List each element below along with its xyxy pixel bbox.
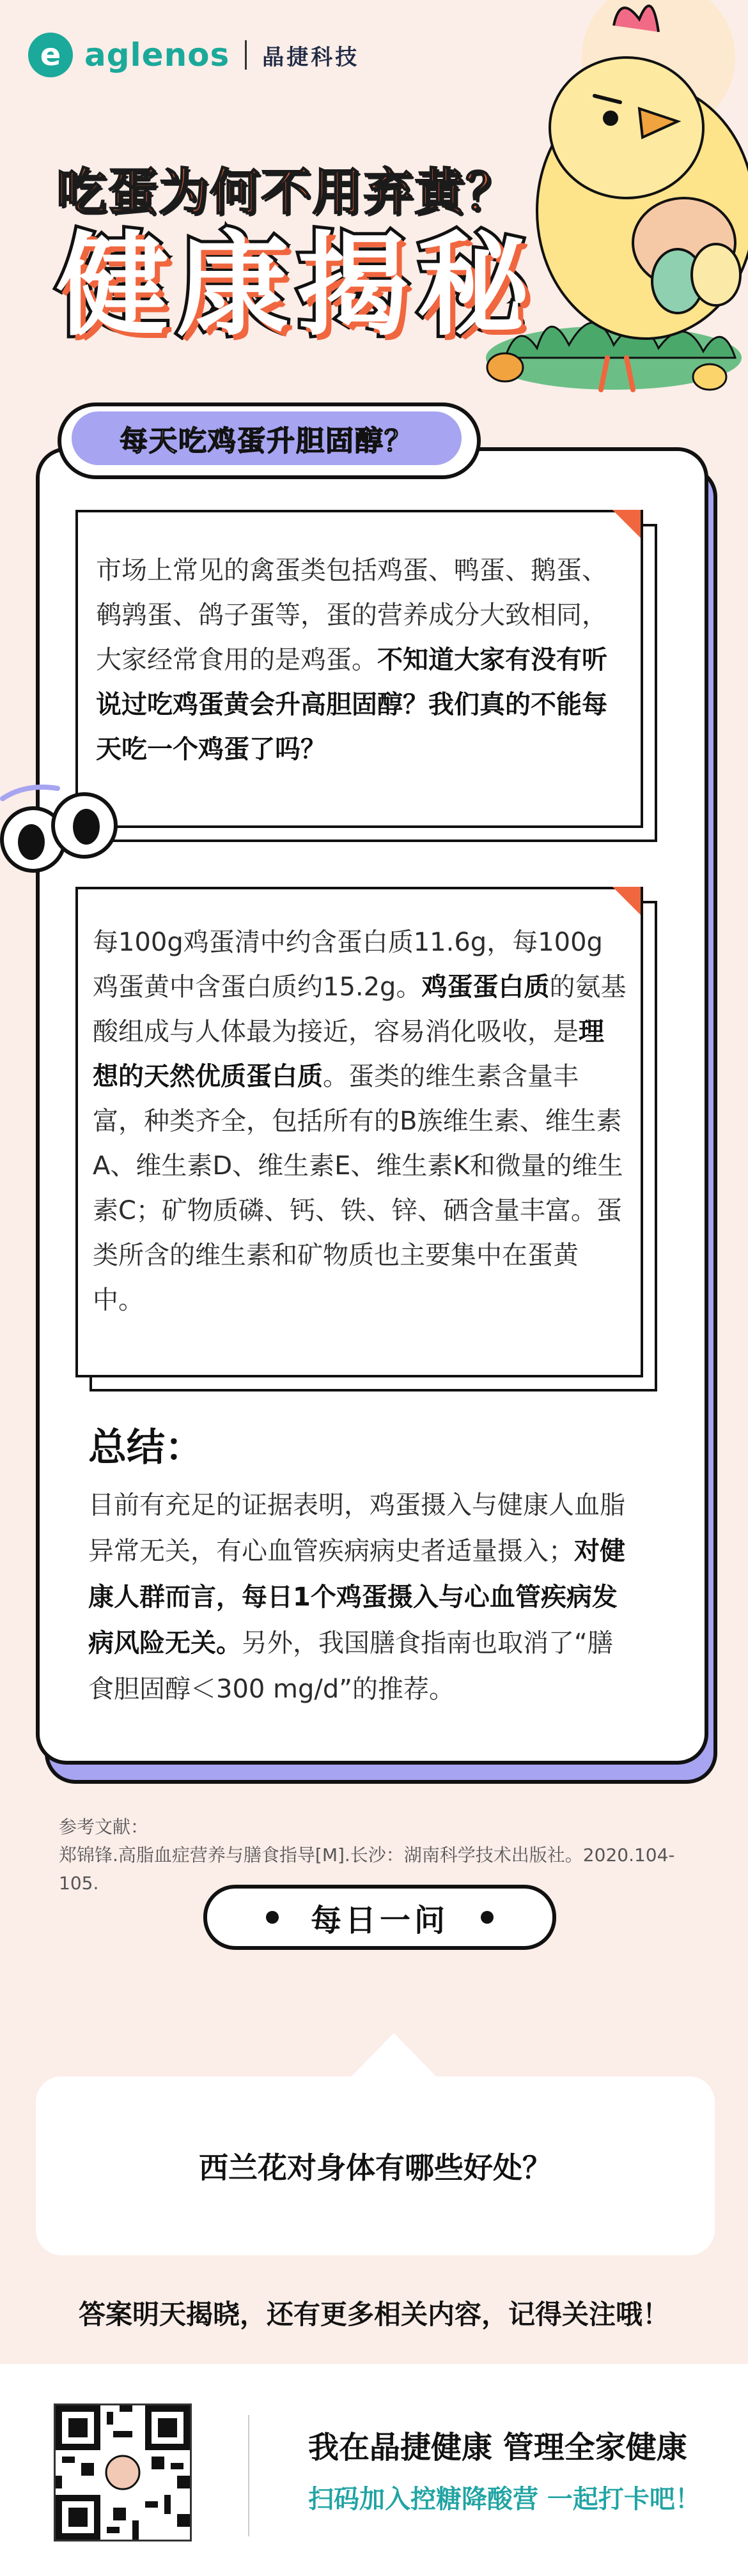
daily-label: 每日一问 bbox=[310, 1902, 449, 1938]
summary-title: 总结： bbox=[88, 1425, 203, 1470]
daily-question-badge bbox=[203, 1885, 556, 1950]
eyebrows-icon bbox=[0, 779, 77, 805]
logo-divider bbox=[245, 40, 247, 70]
note-1-bold: 不知道大家有没有听说过吃鸡蛋黄会升高胆固醇？我们真的不能每天吃一个鸡蛋了吗？ bbox=[96, 645, 607, 764]
page-title: 健康揭秘 bbox=[56, 220, 538, 351]
footer-cta: 扫码加入控糖降酸营 一起打卡吧！ bbox=[308, 2485, 701, 2514]
note-1-text bbox=[96, 548, 627, 772]
note-1-plain: 市场上常见的禽蛋类包括鸡蛋、鸭蛋、鹅蛋、鹌鹑蛋、鸽子蛋等，蛋的营养成分大致相同，大家经常食用的是鸡蛋。 bbox=[96, 556, 607, 675]
page-subtitle: 吃蛋为何不用弃黄？ bbox=[56, 164, 517, 221]
bullet-icon bbox=[481, 1911, 494, 1924]
bullet-icon bbox=[266, 1911, 279, 1924]
question-card: 西兰花对身体有哪些好处？ bbox=[36, 2076, 715, 2255]
logo-mark: e bbox=[28, 33, 73, 77]
question-notch bbox=[349, 2033, 439, 2079]
topic-tag: 每天吃鸡蛋升胆固醇？ bbox=[72, 411, 462, 465]
references-text: 郑锦锋.高脂血症营养与膳食指导[M].长沙：湖南科学技术出版社。2020.104-105. bbox=[59, 1844, 675, 1894]
note-2-text: 每100g鸡蛋清中约含蛋白质11.6g，每100g鸡蛋黄中含蛋白质约15.2g。鸡蛋蛋白质的氨基酸组成与人体最为接近，容易消化吸收，是理想的天然优质蛋白质。蛋类的维生素含量丰富，种类齐全，包括所有的B族维生素、维生素A、维生素D、维生素E、维生素K和微量的维生素C；矿物质磷、钙、铁、锌、硒含量丰富。蛋类所含的维生素和矿物质也主要集中在蛋黄中。 bbox=[93, 928, 627, 1315]
note-fold bbox=[612, 887, 641, 915]
footer-slogan: 我在晶捷健康 管理全家健康 bbox=[308, 2430, 687, 2465]
brand-logo bbox=[28, 28, 359, 82]
answer-note: 答案明天揭晓，还有更多相关内容，记得关注哦！ bbox=[78, 2299, 669, 2330]
summary-text: 目前有充足的证据表明，鸡蛋摄入与健康人血脂异常无关，有心血管疾病病史者适量摄入；对健康人群而言，每日1个鸡蛋摄入与心血管疾病发病风险无关。另外，我国膳食指南也取消了“膳食胆固醇＜300 mg/d”的推荐。 bbox=[88, 1491, 625, 1704]
note-fold bbox=[612, 510, 641, 538]
references-label: 参考文献： bbox=[59, 1816, 149, 1837]
qr-code[interactable] bbox=[54, 2404, 192, 2542]
logo-text: aglenos bbox=[84, 36, 230, 73]
footer-divider bbox=[248, 2415, 249, 2536]
company-name: 晶捷科技 bbox=[262, 44, 360, 70]
